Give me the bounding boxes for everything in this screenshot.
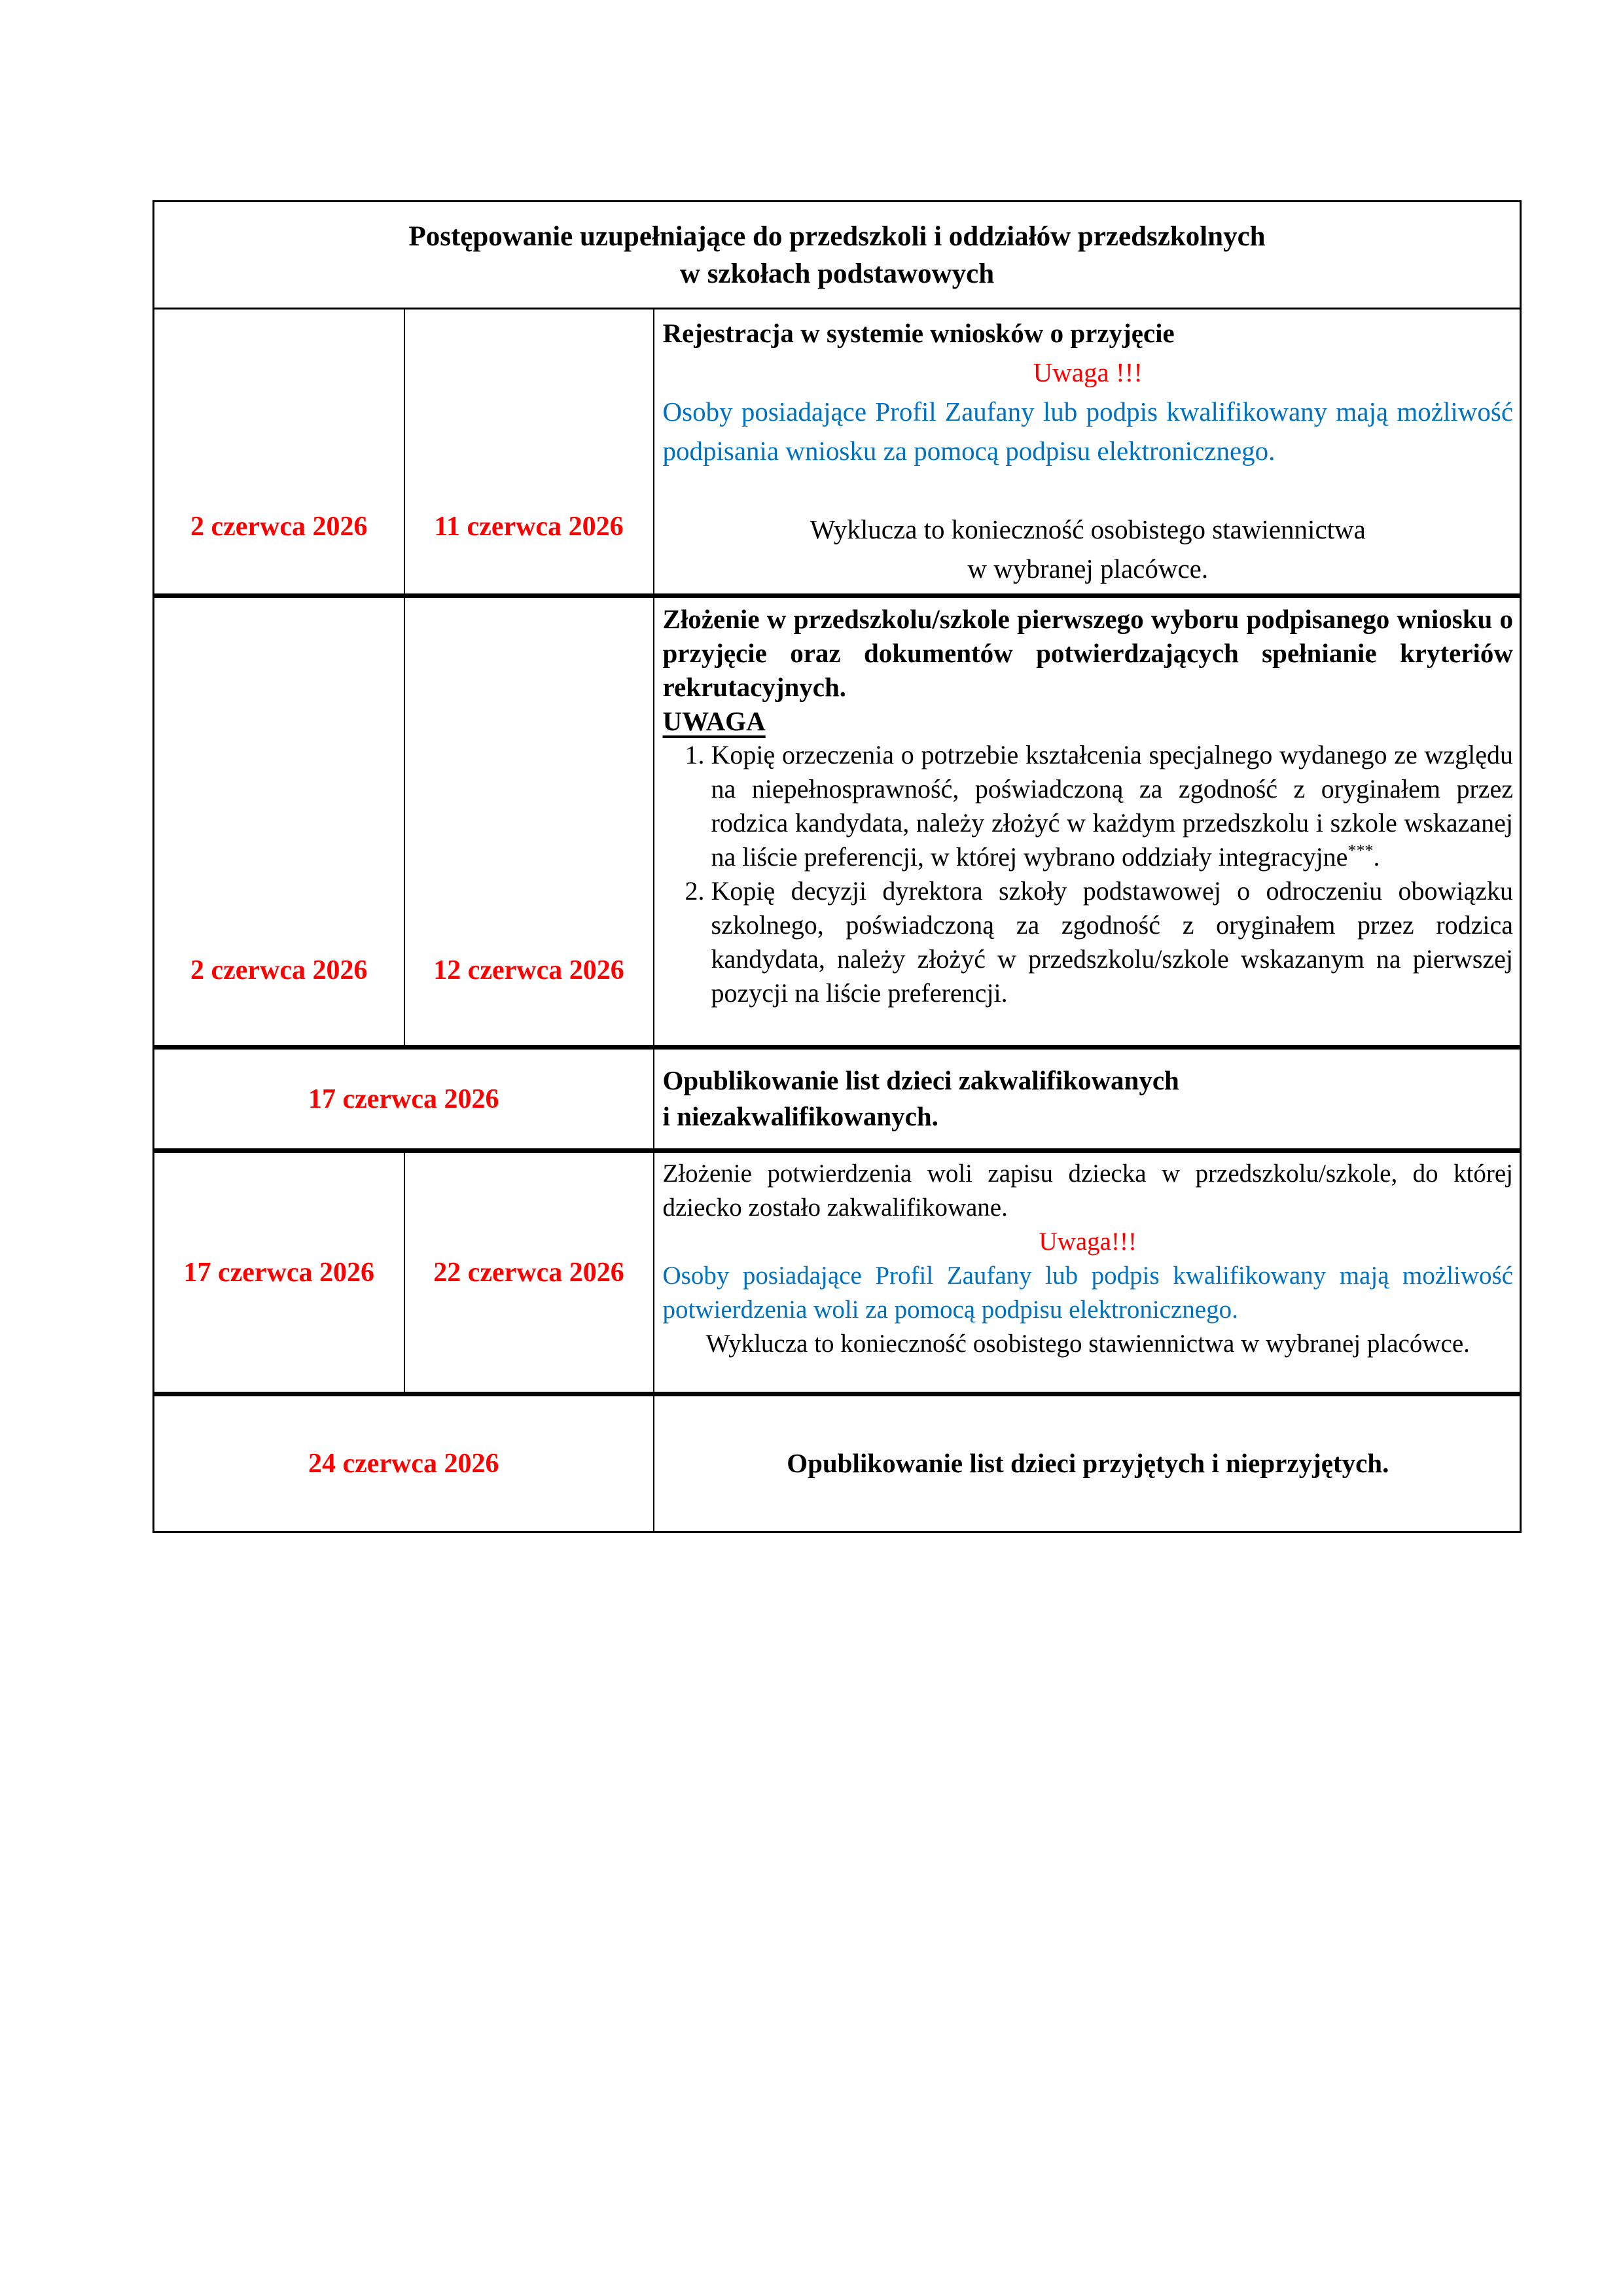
row2-description-cell	[654, 596, 1521, 1048]
row2-end-date: 12 czerwca 2026	[404, 596, 654, 1048]
table-title-line2: w szkołach podstawowych	[679, 258, 995, 289]
requirement-item-2-text: Kopię decyzji dyrektora szkoły podstawowej o odroczeniu obowiązku szkolnego, poświadczoną za zgodność z oryginałem przez rodzica kandydata, należy złożyć w przedszkolu/szkole wskazanym na pierwszej pozycji na liście preferencji.	[711, 876, 1514, 1008]
schedule-table	[152, 200, 1522, 1533]
row1-heading: Rejestracja w systemie wniosków o przyjęcie	[662, 318, 1175, 348]
row4-heading: Złożenie potwierdzenia woli zapisu dziecka w przedszkolu/szkole, do której dziecko zostało zakwalifikowane.	[662, 1159, 1514, 1222]
requirement-item-1-period: .	[1373, 842, 1380, 872]
row-will-confirmation	[154, 1151, 1521, 1394]
row2-uwaga-label: UWAGA	[662, 706, 766, 736]
row4-blue-note: Osoby posiadające Profil Zaufany lub podpis kwalifikowany mają możliwość potwierdzenia woli za pomocą podpisu elektronicznego.	[662, 1262, 1514, 1324]
row2-start-date: 2 czerwca 2026	[154, 596, 404, 1048]
footnote-stars: ***	[1347, 841, 1374, 860]
row-accepted-lists	[154, 1394, 1521, 1532]
row1-footer-line2: w wybranej placówce.	[967, 554, 1209, 584]
table-title-row	[154, 202, 1521, 309]
row4-notice: Uwaga!!!	[1039, 1227, 1137, 1256]
row-registration	[154, 309, 1521, 596]
row4-description-cell	[654, 1151, 1521, 1394]
row1-footer-line1: Wyklucza to konieczność osobistego stawiennictwa	[810, 514, 1366, 544]
row3-text-line1: Opublikowanie list dzieci zakwalifikowanych	[662, 1065, 1179, 1095]
row4-start-date: 17 czerwca 2026	[154, 1151, 404, 1394]
requirement-item-1-text: Kopię orzeczenia o potrzebie kształcenia specjalnego wydanego ze względu na niepełnosprawność, poświadczoną za zgodność z oryginałem przez rodzica kandydata, należy złożyć w każdym przedszkolu i szkole wskazanej na liście preferencji, w której wybrano oddziały integracyjne	[711, 740, 1514, 872]
row1-blue-note: Osoby posiadające Profil Zaufany lub podpis kwalifikowany mają możliwość podpisania wniosku za pomocą podpisu elektronicznego.	[662, 397, 1514, 466]
row1-start-date: 2 czerwca 2026	[154, 309, 404, 596]
row-qualified-lists	[154, 1048, 1521, 1151]
row3-date: 17 czerwca 2026	[154, 1048, 654, 1151]
row2-requirements-list	[663, 738, 1514, 1010]
requirement-item-2	[711, 874, 1514, 1010]
table-title-cell	[154, 202, 1521, 309]
row1-end-date: 11 czerwca 2026	[404, 309, 654, 596]
row5-description-cell	[654, 1394, 1521, 1532]
row1-notice: Uwaga !!!	[1033, 357, 1143, 387]
row5-date: 24 czerwca 2026	[154, 1394, 654, 1532]
row3-description-cell	[654, 1048, 1521, 1151]
requirement-item-1	[711, 738, 1514, 874]
row5-text: Opublikowanie list dzieci przyjętych i nieprzyjętych.	[787, 1448, 1389, 1478]
table-title-line1: Postępowanie uzupełniające do przedszkoli i oddziałów przedszkolnych	[408, 221, 1266, 252]
row-application-submission	[154, 596, 1521, 1048]
row4-end-date: 22 czerwca 2026	[404, 1151, 654, 1394]
row3-text-line2: i niezakwalifikowanych.	[662, 1101, 938, 1131]
row4-footer: Wyklucza to konieczność osobistego stawiennictwa w wybranej placówce.	[705, 1330, 1470, 1358]
row2-heading: Złożenie w przedszkolu/szkole pierwszego wyboru podpisanego wniosku o przyjęcie oraz dokumentów potwierdzających spełnianie kryteriów rekrutacyjnych.	[662, 604, 1514, 702]
row1-description-cell	[654, 309, 1521, 596]
